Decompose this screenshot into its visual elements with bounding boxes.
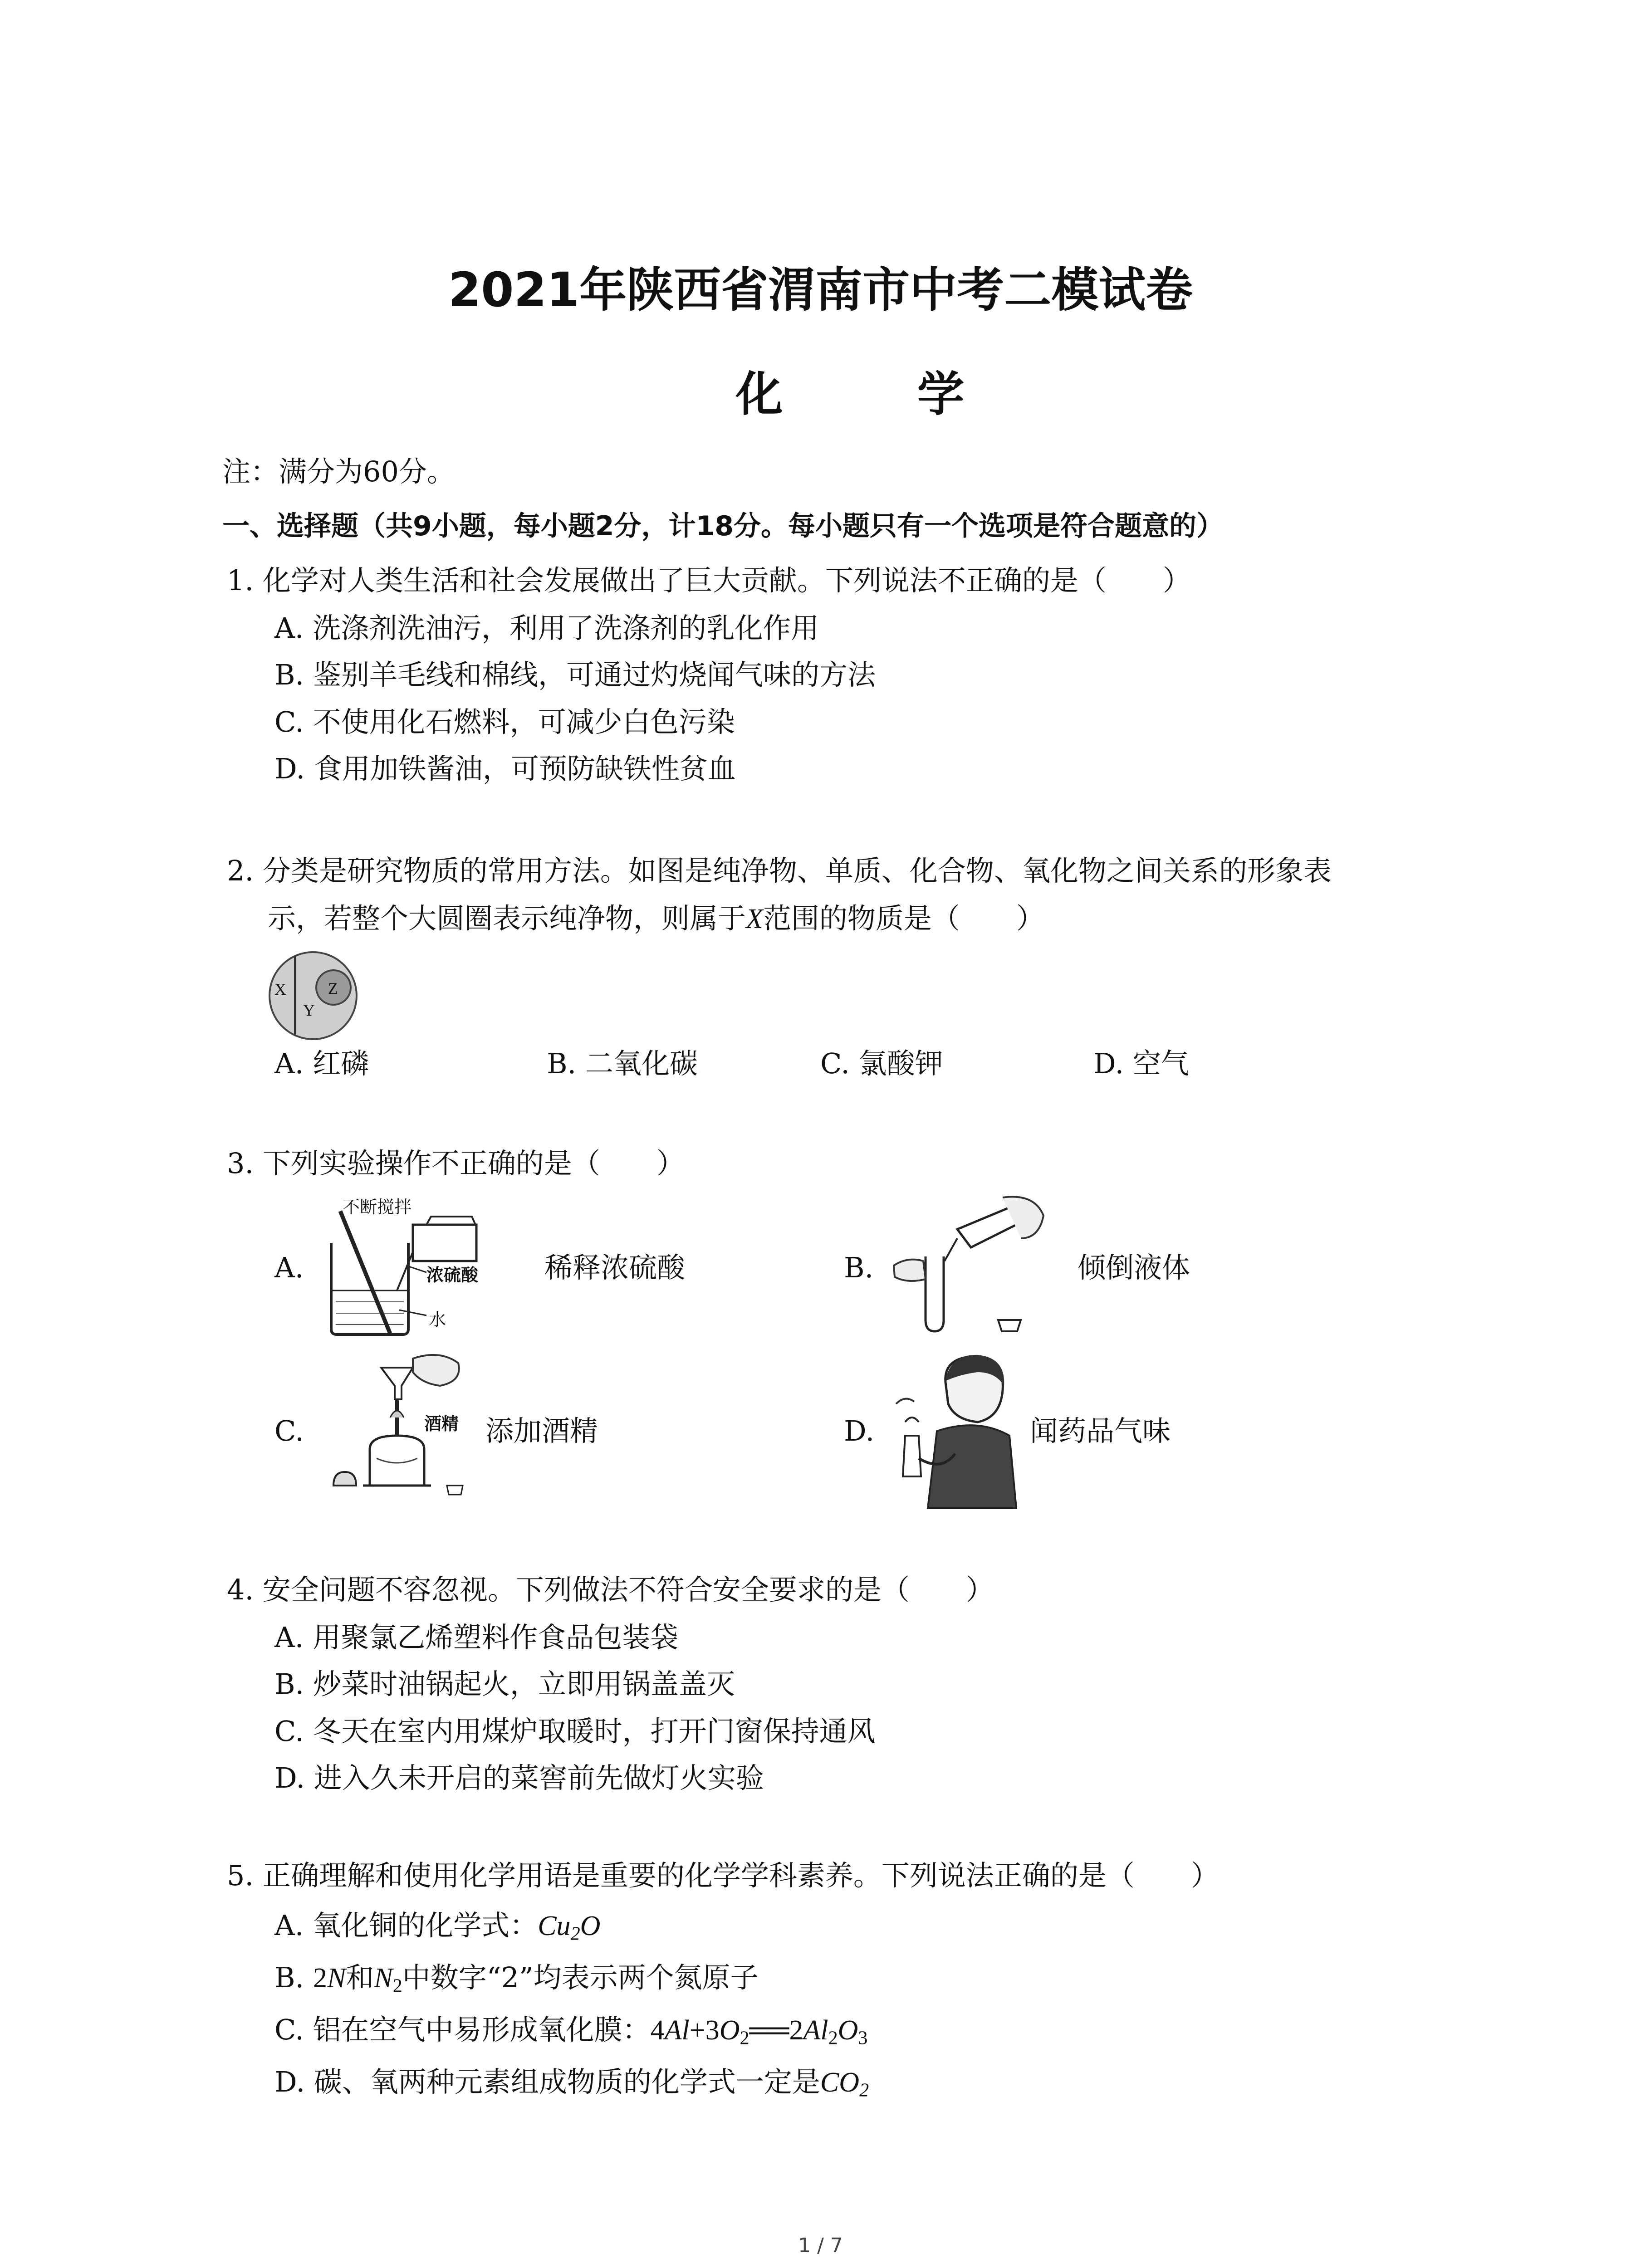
question-1-option-c: C. 不使用化石燃料，可减少白色污染 <box>274 705 735 738</box>
question-1-option-b: B. 鉴别羊毛线和棉线，可通过灼烧闻气味的方法 <box>274 658 876 691</box>
formula-2n: 2N <box>313 1963 346 1994</box>
question-5-option-c-text: C. 铝在空气中易形成氧化膜： <box>274 2013 651 2046</box>
section-heading: 一、选择题（共9小题，每小题2分，计18分。每小题只有一个选项是符合题意的） <box>222 510 1224 542</box>
question-5-option-d-text: D. 碳、氧两种元素组成物质的化学式一定是 <box>274 2065 820 2098</box>
question-5-stem: 5. 正确理解和使用化学用语是重要的化学学科素养。下列说法正确的是（ ） <box>227 1859 1219 1892</box>
question-3-stem: 3. 下列实验操作不正确的是（ ） <box>227 1147 685 1180</box>
question-1-stem: 1. 化学对人类生活和社会发展做出了巨大贡献。下列说法不正确的是（ ） <box>227 564 1191 597</box>
label-stirring: 不断搅拌 <box>343 1197 412 1217</box>
question-5-option-b-text: 中数字“2”均表示两个氮原子 <box>402 1961 759 1994</box>
score-note: 注：满分为60分。 <box>222 455 455 488</box>
question-5-option-b-letter: B. <box>274 1961 313 1994</box>
equation-aluminum-oxidation: $4Al+3O_2══2Al_2O_3$ <box>650 2015 868 2049</box>
question-1-option-a: A. 洗涤剂洗油污，利用了洗涤剂的乳化作用 <box>274 611 819 645</box>
question-5-option-b <box>274 1960 759 2004</box>
smelling-chemical-illustration <box>887 1349 1028 1513</box>
question-4-option-a: A. 用聚氯乙烯塑料作食品包装袋 <box>274 1621 679 1654</box>
question-4-option-b: B. 炒菜时油锅起火，立即用锅盖盖灭 <box>274 1667 735 1701</box>
formula-cu2o: $Cu_2O$ <box>538 1911 601 1945</box>
question-2-option-a: A. 红磷 <box>274 1047 369 1080</box>
label-concentrated-acid: 浓硫酸 <box>426 1265 479 1285</box>
question-5-option-d <box>274 2064 869 2109</box>
label-alcohol: 酒精 <box>424 1414 459 1434</box>
question-3-option-d-letter: D. <box>844 1414 875 1447</box>
question-3-option-c-letter: C. <box>274 1414 304 1447</box>
question-1-option-d: D. 食用加铁酱油，可预防缺铁性贫血 <box>274 752 736 785</box>
formula-co2: $CO_2$ <box>820 2067 869 2101</box>
question-5-option-a <box>274 1907 600 1952</box>
question-4-option-d: D. 进入久未开启的菜窖前先做灯火实验 <box>274 1761 764 1794</box>
question-2-option-c: C. 氯酸钾 <box>820 1047 943 1080</box>
pouring-liquid-illustration <box>889 1188 1062 1338</box>
question-5-option-c <box>274 2012 868 2057</box>
question-2-stem-part-b: 范围的物质是（ ） <box>763 902 1044 935</box>
question-5-option-b-and: 和 <box>346 1961 374 1994</box>
question-3-option-b-letter: B. <box>844 1251 874 1284</box>
question-3-option-b-text: 倾倒液体 <box>1078 1251 1190 1284</box>
diagram-label-y: Y <box>303 1001 315 1019</box>
question-3-option-d-text: 闻药品气味 <box>1030 1414 1171 1447</box>
question-4-option-c: C. 冬天在室内用煤炉取暖时，打开门窗保持通风 <box>274 1715 876 1748</box>
diagram-label-z: Z <box>328 979 338 997</box>
question-2-option-d: D. 空气 <box>1093 1047 1189 1080</box>
question-5-option-a-text: A. 氧化铜的化学式： <box>274 1909 538 1942</box>
question-2-option-b: B. 二氧化碳 <box>547 1047 698 1080</box>
question-2-stem-part-a: 示，若整个大圆圈表示纯净物，则属于 <box>268 902 746 935</box>
subject-title: 化 学 <box>735 367 1024 422</box>
question-2-stem-line-1: 2. 分类是研究物质的常用方法。如图是纯净物、单质、化合物、氧化物之间关系的形象表 <box>227 854 1332 887</box>
page-title: 2021年陕西省渭南市中考二模试卷 <box>448 262 1193 318</box>
question-2-stem-line-2 <box>268 900 1044 937</box>
question-4-stem: 4. 安全问题不容忽视。下列做法不符合安全要求的是（ ） <box>227 1573 994 1606</box>
formula-n2: $N_2$ <box>374 1963 402 1997</box>
page-number: 1 / 7 <box>798 2234 843 2257</box>
question-3-option-c-text: 添加酒精 <box>485 1414 598 1447</box>
question-2-variable: X <box>746 904 763 934</box>
diagram-label-x: X <box>274 980 286 998</box>
question-3-option-a-text: 稀释浓硫酸 <box>544 1251 686 1284</box>
question-3-option-a-letter: A. <box>274 1251 304 1284</box>
label-water: 水 <box>429 1310 446 1330</box>
